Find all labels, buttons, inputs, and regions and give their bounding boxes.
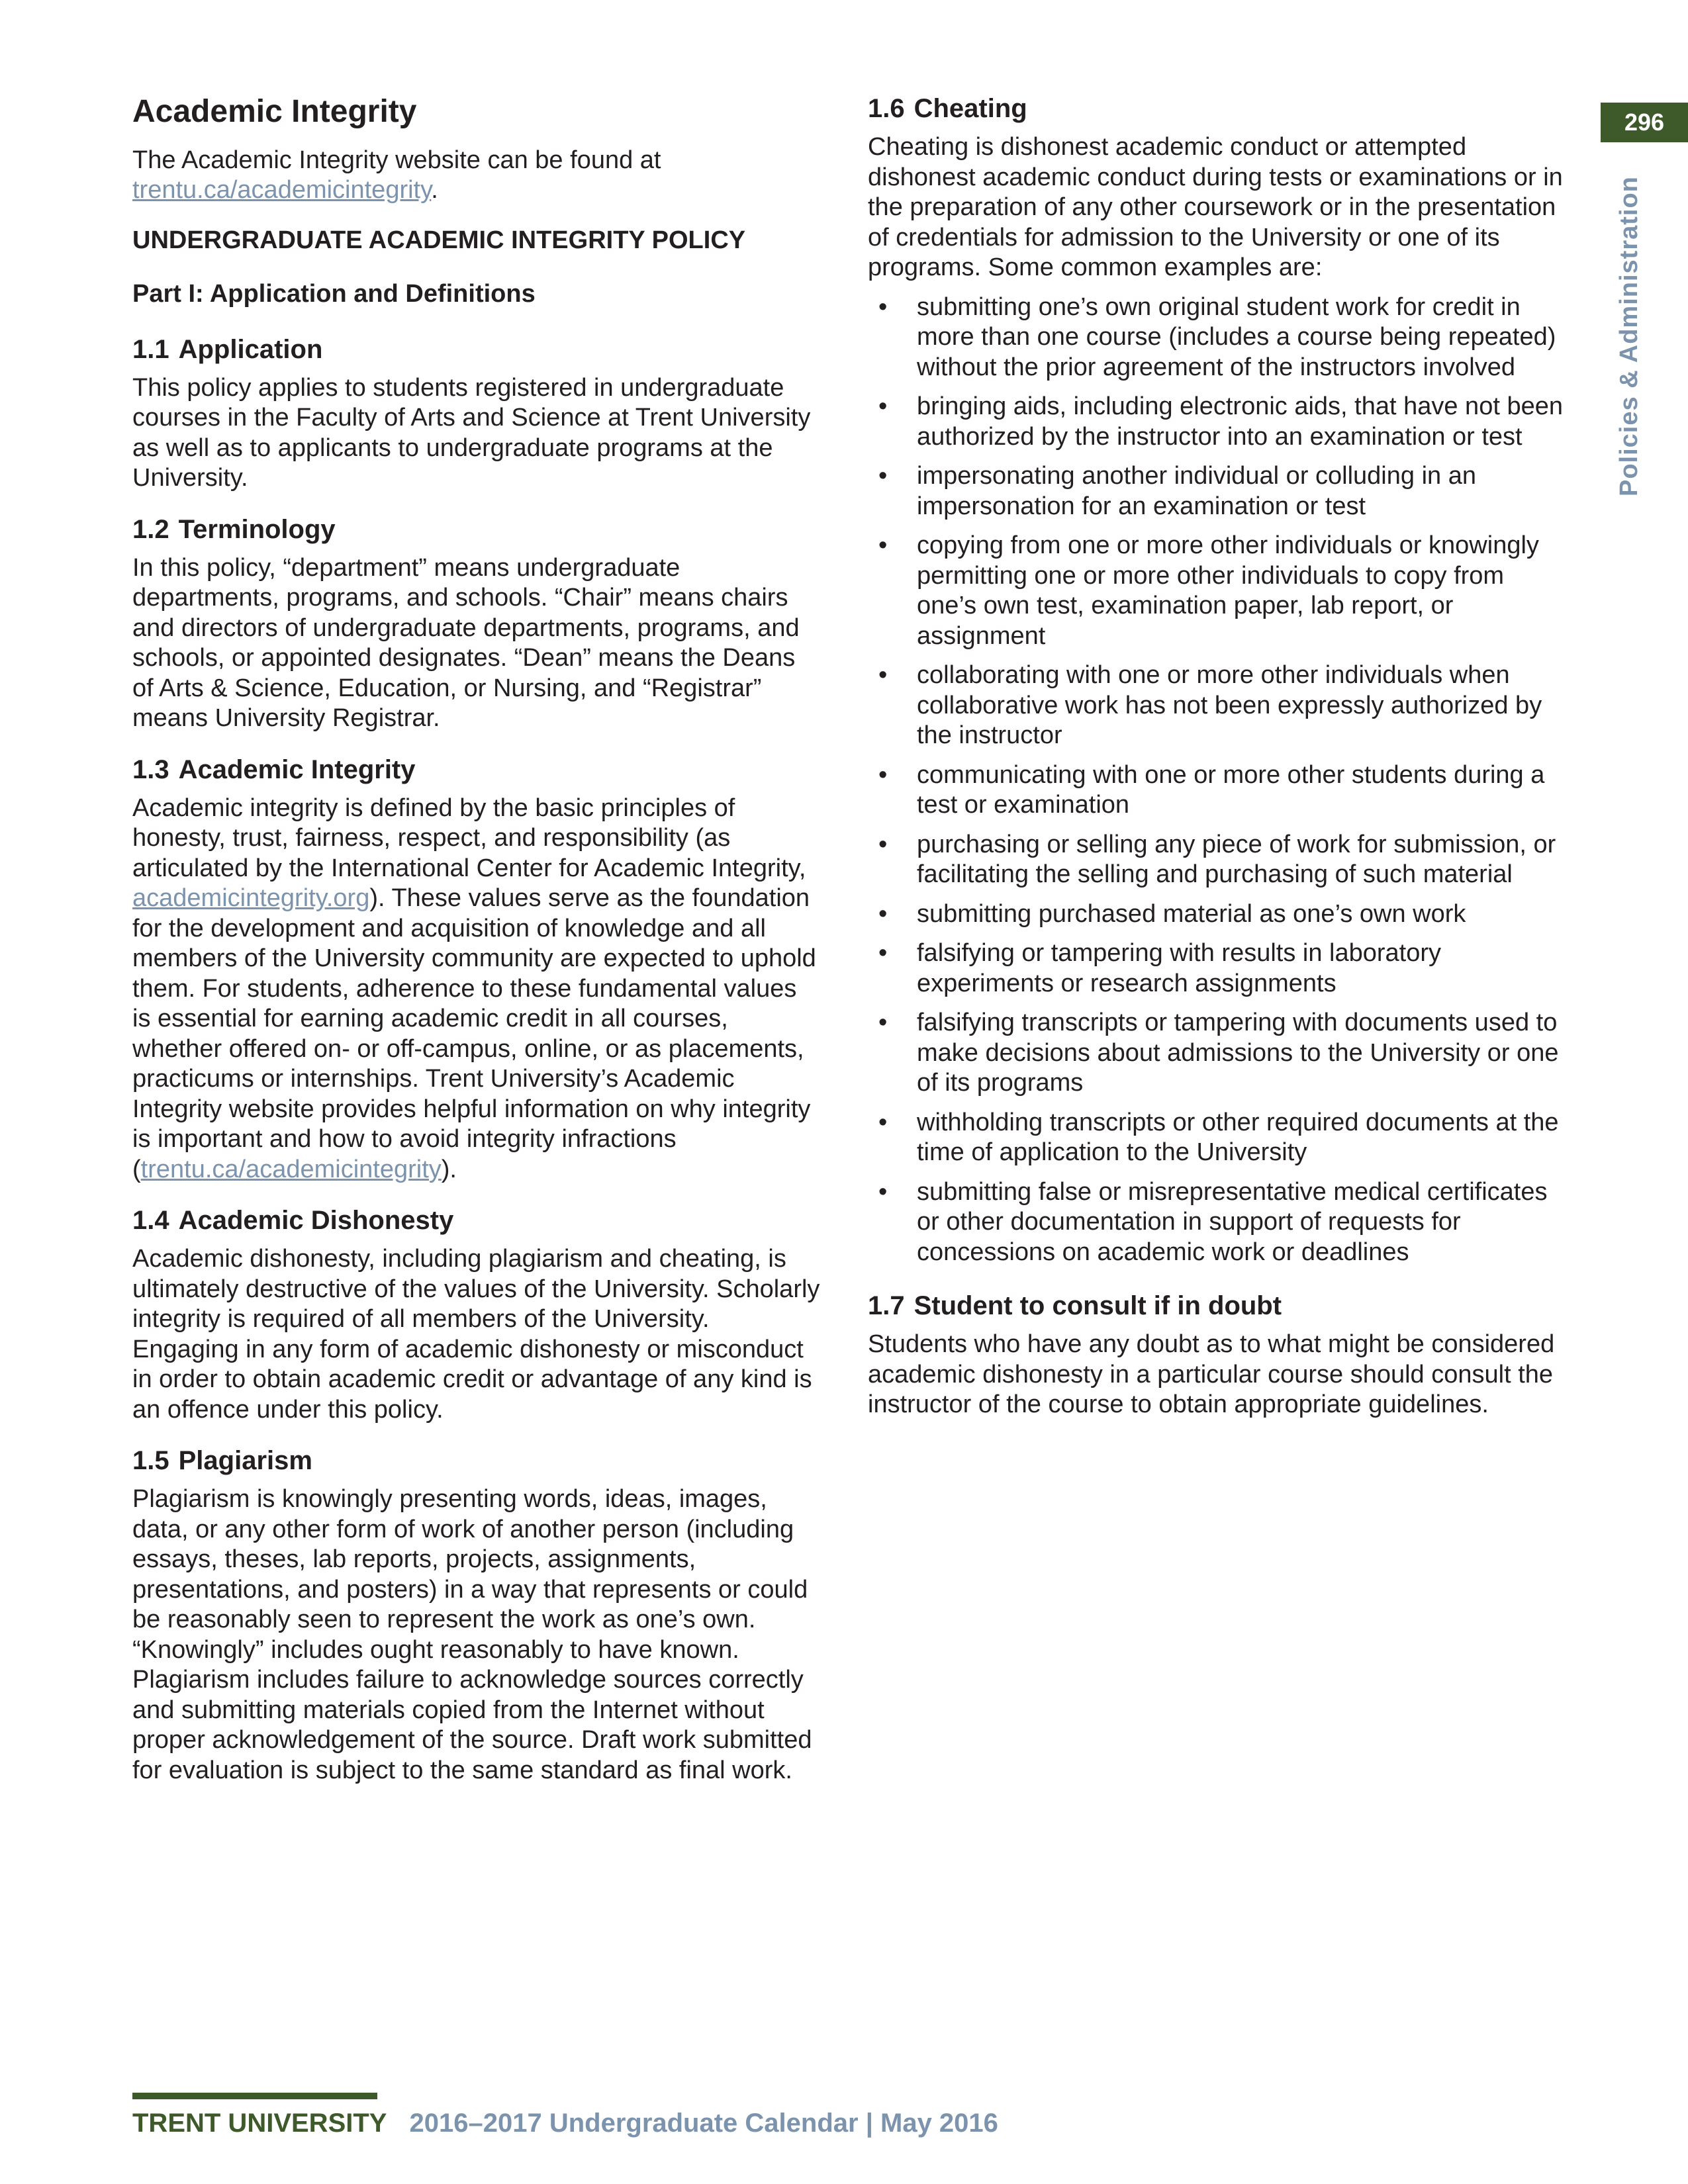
section-title: Terminology	[178, 514, 336, 544]
section-side-tab: Policies & Administration	[1615, 176, 1643, 496]
bullet-icon: •	[878, 531, 888, 559]
section-1-6-text: Cheating is dishonest academic conduct or attempted dishonest academic conduct during tests or examinations or in the preparation of any other coursework or in the presentation of credentials for admission to the University or one of its programs. Some common examples are:	[868, 133, 1563, 281]
section-title: Cheating	[914, 94, 1027, 123]
section-1-4-text: Academic dishonesty, including plagiarism and cheating, is ultimately destructive of the values of the University. Scholarly integrity is required of all members of the University. Engaging in any form of academic dishonesty or misconduct in order to obtain academic credit or advantage of any kind is an offence under this policy.	[132, 1245, 820, 1424]
list-item: • communicating with one or more other students during a test or examination	[878, 760, 1545, 819]
section-heading-1-6	[868, 93, 1563, 124]
part-title: Part I: Application and Definitions	[132, 280, 536, 308]
page-footer	[132, 2109, 998, 2138]
list-item: • falsifying or tampering with results in laboratory experiments or research assignments	[878, 939, 1442, 997]
section-number: 1.7	[868, 1291, 905, 1320]
bullet-icon: •	[878, 1009, 888, 1036]
bullet-icon: •	[878, 939, 888, 967]
text-segment: Academic integrity is defined by the basic principles of honesty, trust, fairness, respect, and responsibility (as articulated by the International Center for Academic Integrity,	[132, 794, 806, 882]
footer-calendar: 2016–2017 Undergraduate Calendar | May 2016	[409, 2109, 998, 2138]
academic-integrity-link-2[interactable]: trentu.ca/academicintegrity	[140, 1155, 442, 1183]
section-1-2-text: In this policy, “department” means undergraduate departments, programs, and schools. “Chair” means chairs and directors of undergraduate departments, programs, and schools, or appointed designates. “Dean” means the Deans of Arts & Science, Education, or Nursing, and “Registrar” means University Registrar.	[132, 553, 800, 733]
page-number-badge	[1601, 103, 1688, 142]
icai-link[interactable]: academicintegrity.org	[132, 884, 370, 913]
section-heading-1-4	[132, 1205, 821, 1236]
left-column	[132, 93, 821, 1805]
section-number: 1.6	[868, 94, 905, 123]
section-title: Academic Dishonesty	[178, 1206, 454, 1236]
section-1-5-text: Plagiarism is knowingly presenting words, ideas, images, data, or any other form of work of another person (including essays, theses, lab reports, projects, assignments, presentations, and posters) in a way that represents or could be reasonably seen to represent the work as one’s own. “Knowingly” includes ought reasonably to have known. Plagiarism includes failure to acknowledge sources correctly and submitting materials copied from the Internet without proper acknowledgement of the source. Draft work submitted for evaluation is subject to the same standard as final work.	[132, 1485, 812, 1784]
section-number: 1.4	[132, 1206, 169, 1236]
intro-text: The Academic Integrity website can be found at	[132, 146, 661, 174]
page-title: Academic Integrity	[132, 94, 417, 129]
section-1-7-text: Students who have any doubt as to what might be considered academic dishonesty in a particular course should consult the instructor of the course to obtain appropriate guidelines.	[868, 1330, 1555, 1418]
policy-title: UNDERGRADUATE ACADEMIC INTEGRITY POLICY	[132, 226, 746, 254]
academic-integrity-link[interactable]: trentu.ca/academicintegrity	[132, 176, 432, 205]
bullet-icon: •	[878, 760, 888, 789]
text-segment: ). These values serve as the foundation for the development and acquisition of knowledge and all members of the University community are expected to uphold them. For students, adherence to these fundamental values is essential for earning academic credit in all courses, whether offered on- or off-campus, online, or as placements, practicums or internships. Trent University’s Academic Integrity website provides helpful information on why integrity is important and how to avoid integrity infractions (	[132, 884, 816, 1183]
bullet-icon: •	[878, 661, 888, 689]
list-item: • submitting purchased material as one’s own work	[868, 899, 1563, 930]
section-heading-1-7	[868, 1290, 1563, 1322]
cheating-examples-list	[868, 293, 1563, 1268]
list-item: • purchasing or selling any piece of work for submission, or facilitating the selling and purchasing of such material	[878, 830, 1556, 888]
bullet-icon: •	[878, 392, 888, 420]
footer-university: TRENT UNIVERSITY	[132, 2109, 387, 2138]
list-item: • copying from one or more other individuals or knowingly permitting one or more other individuals to copy from one’s own test, examination paper, lab report, or assignment	[878, 531, 1539, 650]
bullet-icon: •	[878, 1177, 888, 1206]
bullet-icon: •	[878, 462, 888, 490]
list-item: • withholding transcripts or other required documents at the time of application to the University	[878, 1108, 1559, 1166]
list-item: • bringing aids, including electronic aids, that have not been authorized by the instructor into an examination or test	[878, 392, 1563, 451]
section-heading-1-2	[132, 514, 821, 545]
footer-rule	[132, 2093, 377, 2099]
list-item: • falsifying transcripts or tampering with documents used to make decisions about admissions to the University or one of its programs	[878, 1009, 1559, 1097]
section-heading-1-3	[132, 754, 821, 786]
section-number: 1.1	[132, 334, 169, 364]
list-item: • collaborating with one or more other individuals when collaborative work has not been expressly authorized by the instructor	[878, 661, 1542, 749]
section-1-1-text: This policy applies to students registered in undergraduate courses in the Faculty of Arts and Science at Trent University as well as to applicants to undergraduate programs at the University.	[132, 373, 811, 492]
bullet-icon: •	[878, 293, 888, 321]
intro-paragraph	[132, 146, 821, 206]
right-column	[868, 93, 1563, 1440]
section-title: Application	[178, 334, 323, 364]
list-item: • submitting one’s own original student work for credit in more than one course (includes a course being repeated) without the prior agreement of the instructors involved	[878, 293, 1556, 381]
section-heading-1-1	[132, 334, 821, 365]
section-title: Student to consult if in doubt	[914, 1291, 1282, 1320]
page-number: 296	[1624, 109, 1665, 136]
list-item: • submitting false or misrepresentative medical certificates or other documentation in support of requests for concessions on academic work or deadlines	[878, 1177, 1548, 1266]
section-title: Academic Integrity	[178, 754, 416, 784]
text-segment: ).	[441, 1155, 457, 1183]
section-title: Plagiarism	[178, 1446, 312, 1476]
section-number: 1.3	[132, 754, 169, 784]
list-item: • impersonating another individual or colluding in an impersonation for an examination or test	[878, 462, 1476, 520]
section-1-3-text	[132, 794, 821, 1185]
section-number: 1.5	[132, 1446, 169, 1476]
intro-end: .	[431, 176, 438, 205]
bullet-icon: •	[878, 899, 888, 928]
bullet-icon: •	[878, 830, 888, 858]
section-number: 1.2	[132, 514, 169, 544]
bullet-icon: •	[878, 1108, 888, 1136]
section-heading-1-5	[132, 1445, 821, 1477]
